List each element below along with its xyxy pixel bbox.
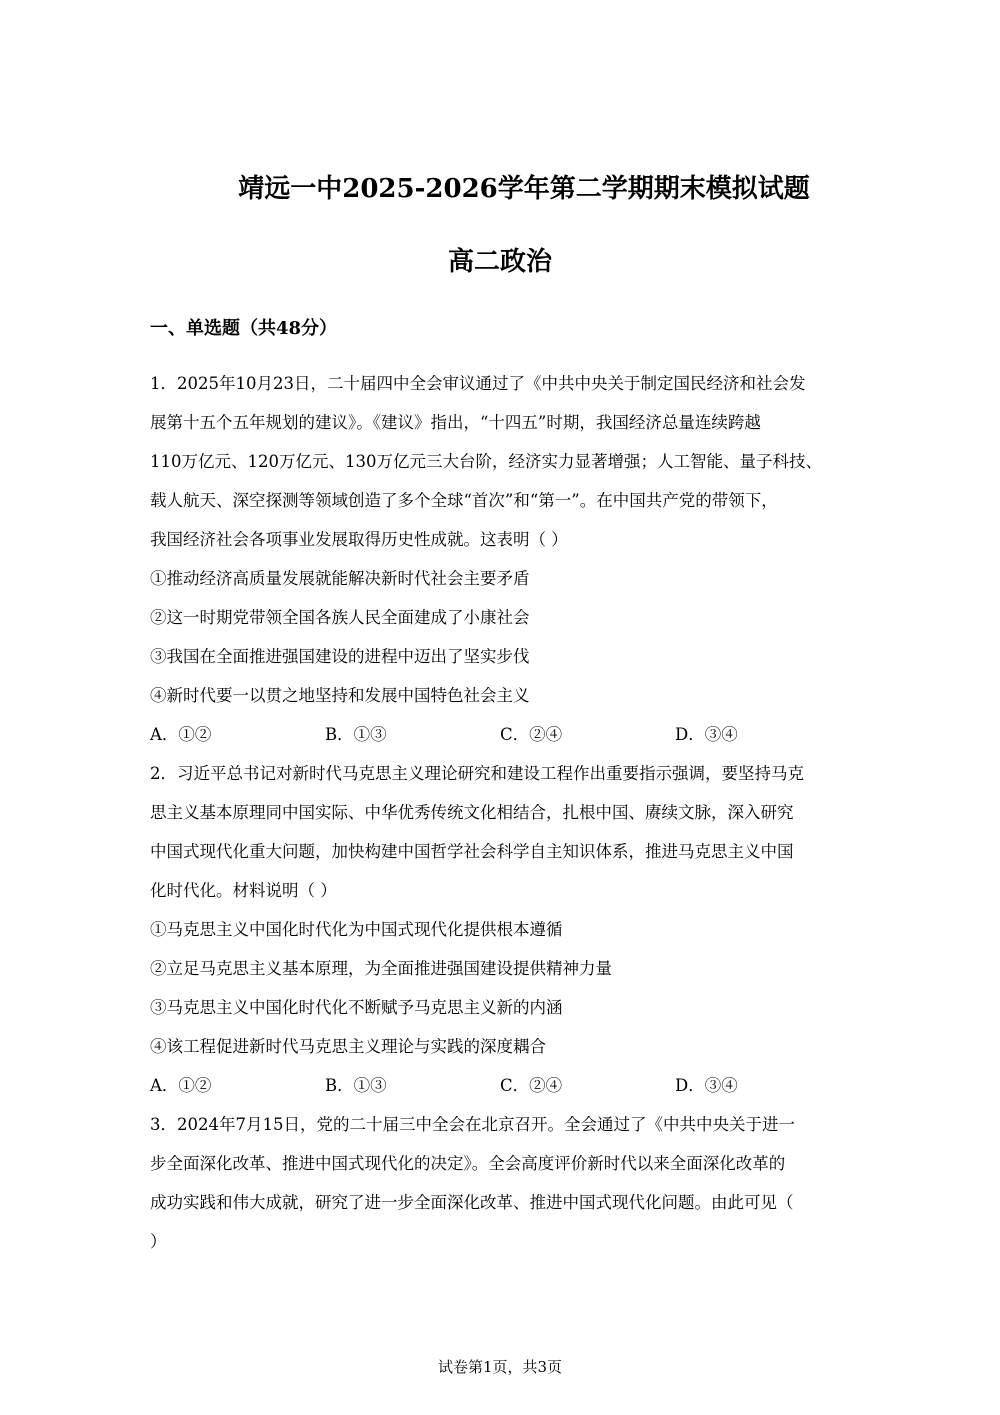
option-c: C．②④ — [500, 1076, 563, 1095]
question-stem-line: ） — [150, 1232, 167, 1251]
page-footer: 试卷第1页，共3页 — [437, 1358, 563, 1376]
statement-item: ④新时代要一以贯之地坚持和发展中国特色社会主义 — [150, 686, 530, 705]
statement-item: ①马克思主义中国化时代化为中国式现代化提供根本遵循 — [150, 920, 563, 939]
question-stem-line: 化时代化。材料说明（ ） — [150, 881, 337, 900]
statement-item: ③我国在全面推进强国建设的进程中迈出了坚实步伐 — [150, 647, 530, 666]
question-stem-line: 3．2024年7月15日，党的二十届三中全会在北京召开。全会通过了《中共中央关于进一 — [150, 1115, 795, 1134]
question-stem-line: 2．习近平总书记对新时代马克思主义理论研究和建设工程作出重要指示强调，要坚持马克 — [150, 764, 804, 783]
question-list — [150, 364, 850, 1261]
statement-item: ②立足马克思主义基本原理，为全面推进强国建设提供精神力量 — [150, 959, 612, 978]
statement-item: ③马克思主义中国化时代化不断赋予马克思主义新的内涵 — [150, 998, 563, 1017]
option-b: B．①③ — [325, 1076, 387, 1095]
exam-subtitle: 高二政治 — [447, 247, 552, 277]
option-c: C．②④ — [500, 725, 563, 744]
question-stem-line: 我国经济社会各项事业发展取得历史性成就。这表明（ ） — [150, 530, 568, 549]
question-stem-line: 展第十五个五年规划的建议》。《建议》指出，“十四五”时期，我国经济总量连续跨越 — [150, 413, 761, 432]
question-stem-line: 110万亿元、120万亿元、130万亿元三大台阶，经济实力显著增强；人工智能、量子科技、 — [150, 452, 822, 471]
option-b: B．①③ — [325, 725, 387, 744]
option-d: D．③④ — [675, 1076, 738, 1095]
option-a: A．①② — [150, 1076, 212, 1095]
question-stem-line: 成功实践和伟大成就，研究了进一步全面深化改革、推进中国式现代化问题。由此可见（ — [150, 1193, 794, 1212]
option-a: A．①② — [150, 725, 212, 744]
question-3 — [150, 1105, 850, 1261]
answer-options — [150, 715, 850, 754]
question-stem-line: 载人航天、深空探测等领域创造了多个全球“首次”和“第一”。在中国共产党的带领下， — [150, 491, 778, 510]
question-stem-line: 步全面深化改革、推进中国式现代化的决定》。全会高度评价新时代以来全面深化改革的 — [150, 1154, 786, 1173]
question-1 — [150, 364, 850, 754]
option-d: D．③④ — [675, 725, 738, 744]
statement-item: ①推动经济高质量发展就能解决新时代社会主要矛盾 — [150, 569, 530, 588]
question-stem-line: 中国式现代化重大问题，加快构建中国哲学社会科学自主知识体系，推进马克思主义中国 — [150, 842, 794, 861]
question-stem-line: 思主义基本原理同中国实际、中华优秀传统文化相结合，扎根中国、赓续文脉，深入研究 — [150, 803, 794, 822]
statement-item: ④该工程促进新时代马克思主义理论与实践的深度耦合 — [150, 1037, 546, 1056]
exam-title: 靖远一中2025-2026学年第二学期期末模拟试题 — [238, 174, 810, 204]
question-2 — [150, 754, 850, 1105]
section-heading: 一、单选题（共48分） — [150, 318, 338, 339]
answer-options — [150, 1066, 850, 1105]
statement-item: ②这一时期党带领全国各族人民全面建成了小康社会 — [150, 608, 530, 627]
question-stem-line: 1．2025年10月23日，二十届四中全会审议通过了《中共中央关于制定国民经济和社会发 — [150, 374, 806, 393]
